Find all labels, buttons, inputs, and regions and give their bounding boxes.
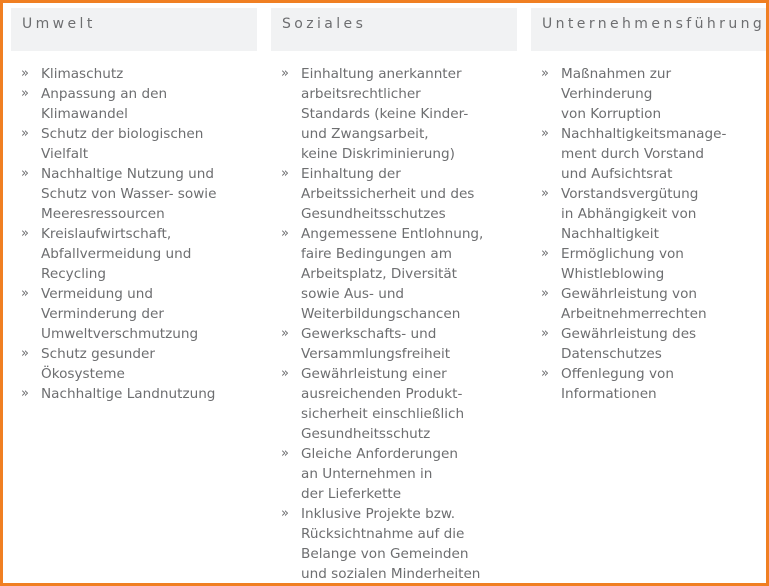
list-item-text: Offenlegung von [561,366,674,382]
bullet-icon: » [281,506,289,521]
list-item-text: Angemessene Entlohnung, [301,226,484,242]
list-item-text: Nachhaltigkeitsmanage- [561,126,727,142]
list-item [271,224,517,324]
list-item [271,164,517,224]
list-item-text: und Aufsichtsrat [561,166,673,182]
list-item [531,324,767,364]
list-item-text: Kreislaufwirtschaft, [41,226,172,242]
list-item-text: sowie Aus- und [301,286,405,302]
list-item-text: keine Diskriminierung) [301,146,455,162]
list-item-text: Klimaschutz [41,66,124,82]
bullet-icon: » [21,126,29,141]
list-item-text: Gewährleistung einer [301,366,447,382]
bullet-icon: » [541,186,549,201]
list-item-text: ausreichenden Produkt- [301,386,463,402]
list-item-text: Informationen [561,386,657,402]
list-item [531,364,767,404]
bullet-icon: » [541,126,549,141]
list-item-text: Arbeitnehmerrechten [561,306,707,322]
column-heading: Unternehmensführung [531,8,767,51]
list-item-text: Vielfalt [41,146,89,162]
list-item [11,124,257,164]
criteria-list [11,64,257,404]
list-item [11,64,257,84]
list-item-text: Gesundheitsschutzes [301,206,446,222]
list-item-text: Weiterbildungschancen [301,306,461,322]
list-item-text: und sozialen Minderheiten [301,566,481,582]
list-item-text: Verhinderung [561,86,653,102]
list-item-text: sicherheit einschließlich [301,406,465,422]
list-item-text: Meeresressourcen [41,206,165,222]
list-item-text: arbeitsrechtlicher [301,86,421,102]
bullet-icon: » [21,286,29,301]
bullet-icon: » [281,446,289,461]
list-item-text: von Korruption [561,106,662,122]
list-item-text: Verminderung der [41,306,164,322]
bullet-icon: » [541,66,549,81]
list-item [11,164,257,224]
list-item-text: Schutz der biologischen [41,126,204,142]
list-item-text: Nachhaltige Nutzung und [41,166,215,182]
list-item-text: der Lieferkette [301,486,402,502]
list-item-text: Versammlungsfreiheit [301,346,451,362]
list-item [271,444,517,504]
bullet-icon: » [21,226,29,241]
list-item [531,64,767,124]
list-item-text: Inklusive Projekte bzw. [301,506,456,522]
list-item-text: Vermeidung und [41,286,154,302]
list-item-text: in Abhängigkeit von [561,206,697,222]
list-item [271,324,517,364]
column-umwelt [11,8,257,404]
bullet-icon: » [21,346,29,361]
list-item-text: Nachhaltige Landnutzung [41,386,216,402]
list-item [271,364,517,444]
bullet-icon: » [281,166,289,181]
list-item-text: ment durch Vorstand [561,146,704,162]
bullet-icon: » [281,326,289,341]
list-item [531,244,767,284]
list-item-text: Maßnahmen zur [561,66,672,82]
bullet-icon: » [281,226,289,241]
bullet-icon: » [21,86,29,101]
bullet-icon: » [281,366,289,381]
list-item-text: Abfallvermeidung und [41,246,192,262]
bullet-icon: » [541,366,549,381]
list-item [11,284,257,344]
list-item [11,384,257,404]
list-item-text: Gewerkschafts- und [301,326,437,342]
list-item-text: Gewährleistung von [561,286,698,302]
list-item-text: Ermöglichung von [561,246,684,262]
criteria-list [531,64,767,404]
list-item [11,344,257,384]
list-item [271,64,517,164]
list-item-text: und Zwangsarbeit, [301,126,429,142]
list-item-text: Schutz gesunder [41,346,156,362]
list-item-text: faire Bedingungen am [301,246,452,262]
list-item-text: Gleiche Anforderungen [301,446,459,462]
list-item [11,84,257,124]
list-item [11,224,257,284]
list-item-text: Belange von Gemeinden [301,546,469,562]
list-item-text: Schutz von Wasser- sowie [41,186,217,202]
list-item-text: an Unternehmen in [301,466,433,482]
list-item [531,284,767,324]
list-item-text: Klimawandel [41,106,128,122]
list-item-text: Whistleblowing [561,266,665,282]
bullet-icon: » [541,326,549,341]
list-item-text: Einhaltung der [301,166,401,182]
list-item-text: Datenschutzes [561,346,662,362]
list-item-text: Rücksichtnahme auf die [301,526,465,542]
bullet-icon: » [21,66,29,81]
bullet-icon: » [21,386,29,401]
list-item-text: Gesundheitsschutz [301,426,431,442]
list-item-text: Ökosysteme [41,366,125,382]
list-item-text: Arbeitsplatz, Diversität [301,266,458,282]
bullet-icon: » [541,286,549,301]
list-item-text: Nachhaltigkeit [561,226,659,242]
column-heading: Soziales [271,8,517,51]
list-item-text: Recycling [41,266,106,282]
list-item-text: Anpassung an den [41,86,168,102]
bullet-icon: » [21,166,29,181]
bullet-icon: » [281,66,289,81]
column-heading: Umwelt [11,8,257,51]
column-soziales [271,8,517,584]
list-item [531,184,767,244]
list-item-text: Arbeitssicherheit und des [301,186,475,202]
list-item [271,504,517,584]
list-item-text: Einhaltung anerkannter [301,66,462,82]
bullet-icon: » [541,246,549,261]
list-item-text: Gewährleistung des [561,326,697,342]
column-unternehmensfuehrung [531,8,767,404]
list-item-text: Umweltverschmutzung [41,326,199,342]
criteria-list [271,64,517,584]
list-item [531,124,767,184]
list-item-text: Standards (keine Kinder- [301,106,469,122]
list-item-text: Vorstandsvergütung [561,186,699,202]
